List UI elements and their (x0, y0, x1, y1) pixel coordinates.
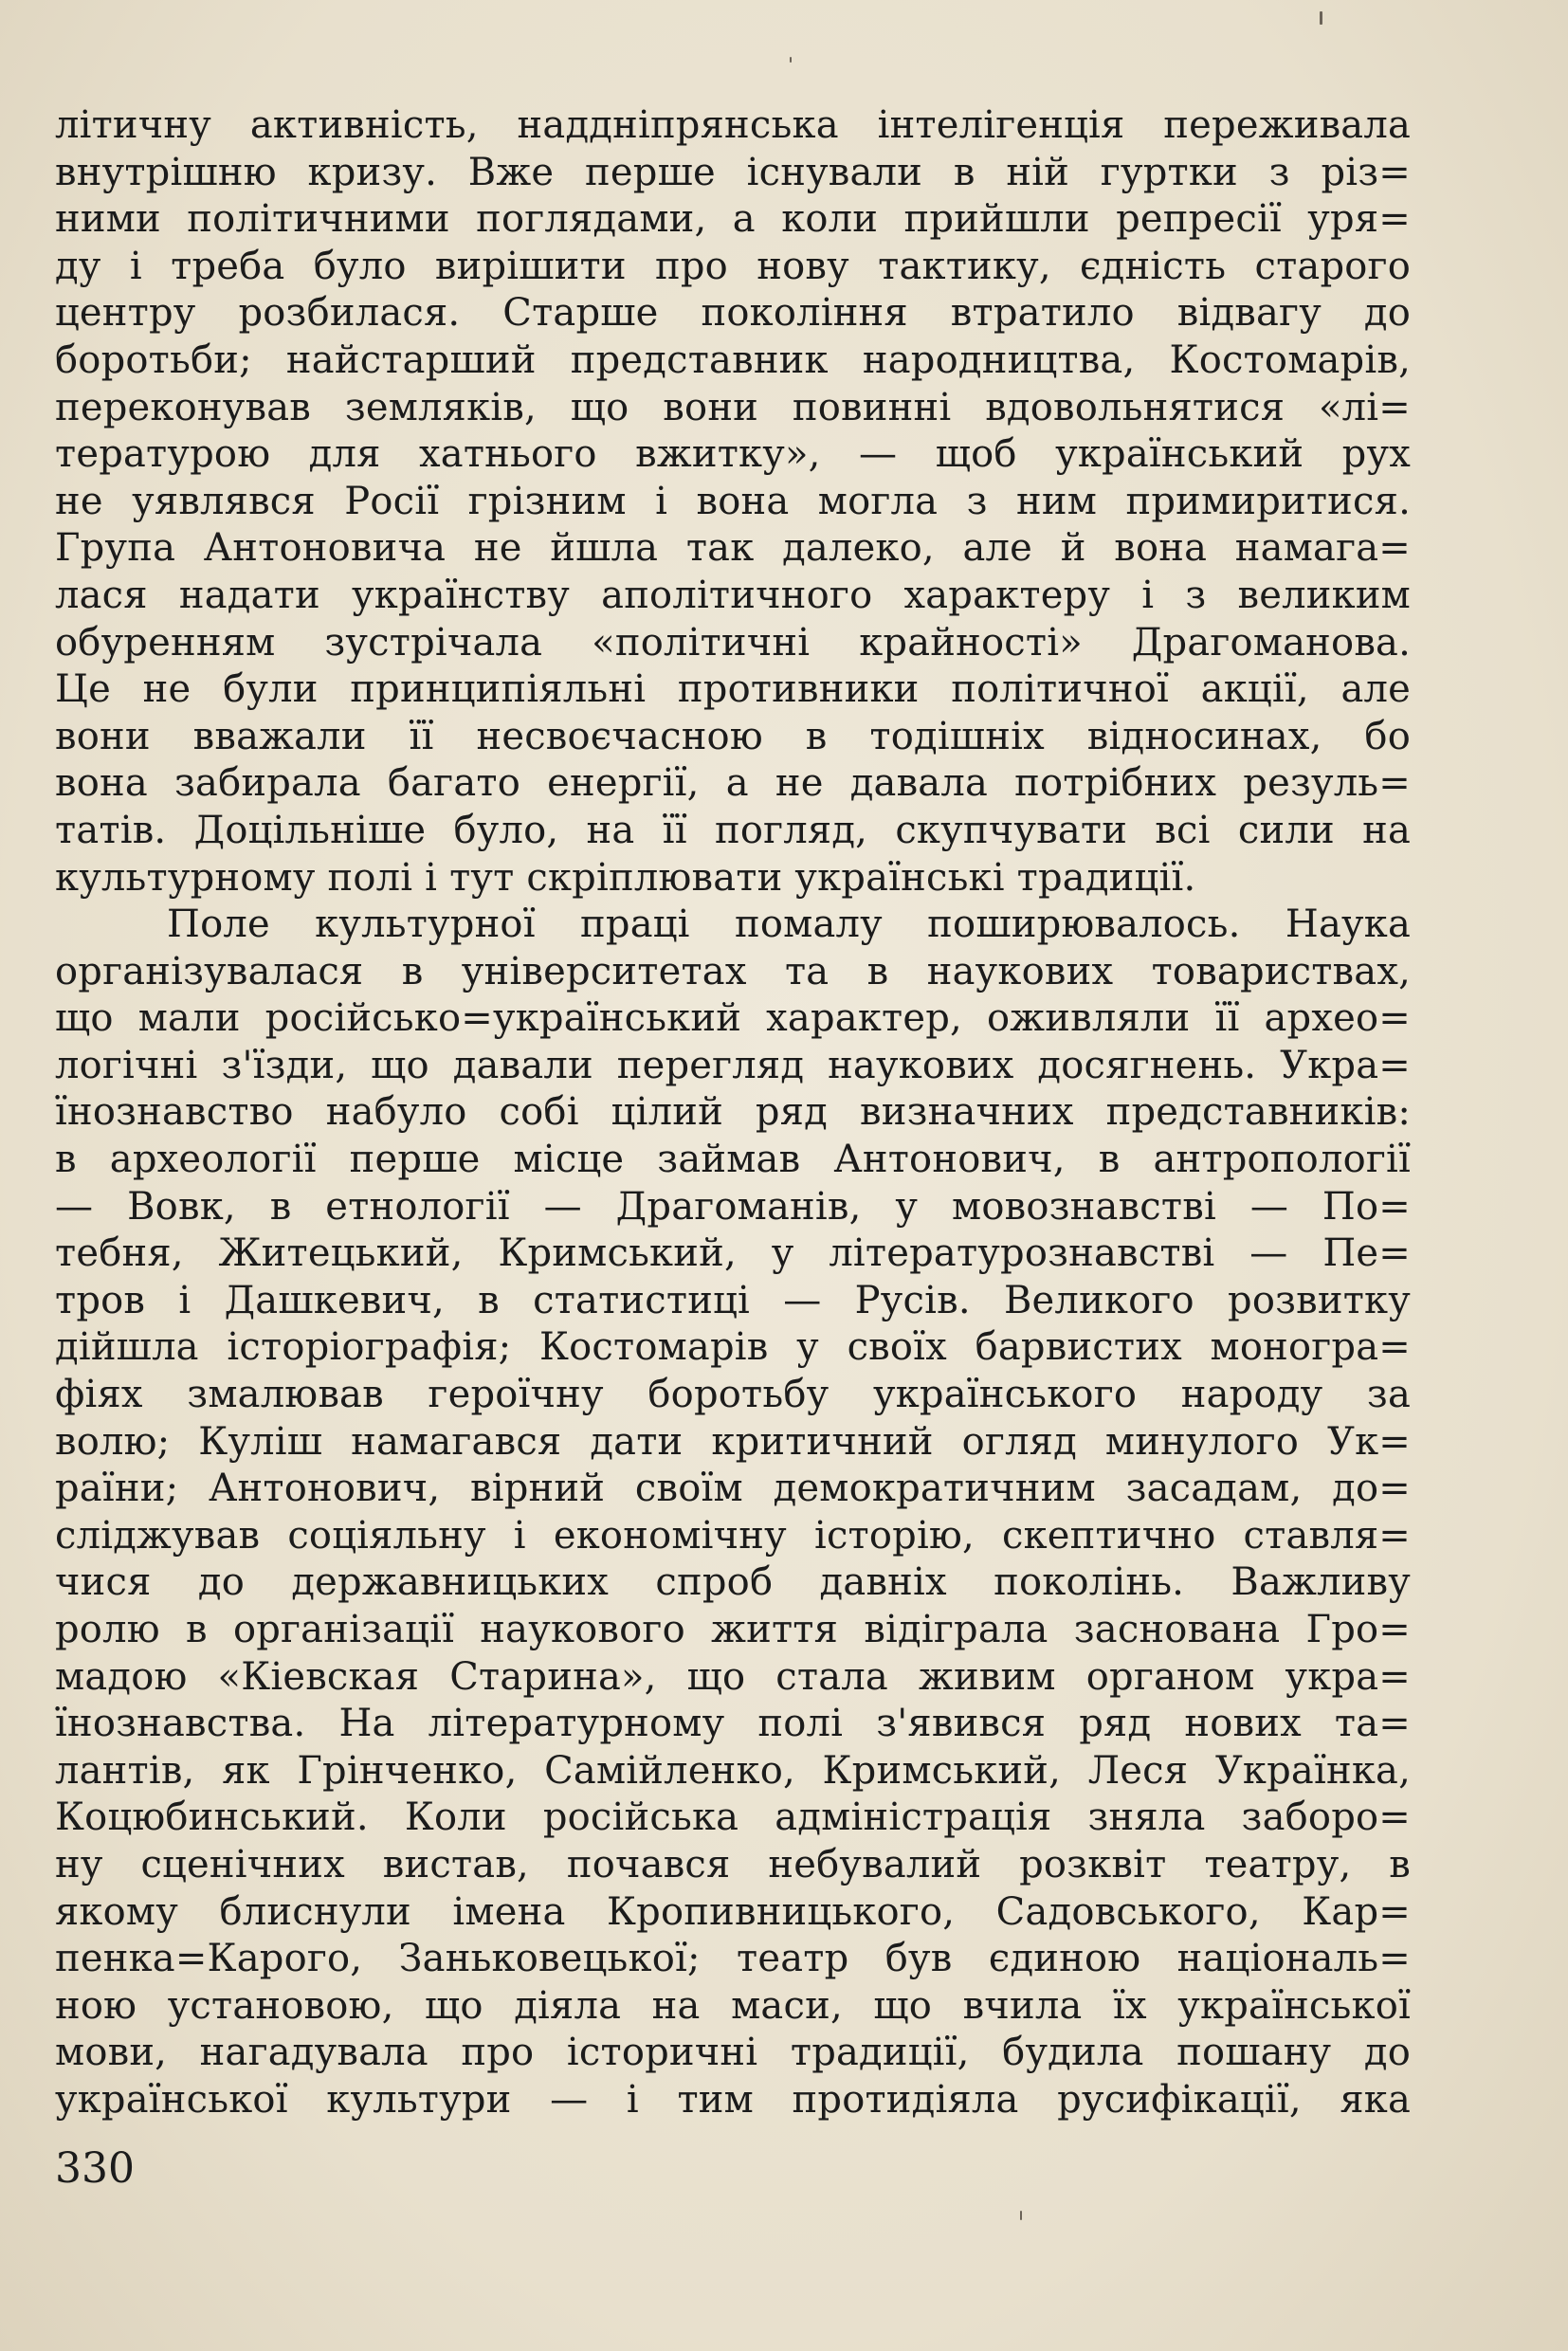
text-line: татів. Доцільніше було, на її погляд, скупчувати всі сили на (55, 808, 1411, 852)
text-line: сліджував соціяльну і економічну історію, скептично ставля= (55, 1513, 1411, 1558)
text-line: Коцюбинський. Коли російська адміністрація зняла заборо= (55, 1795, 1411, 1840)
text-line: Поле культурної праці помалу поширювалось. Наука (167, 902, 1411, 947)
text-line: ду і треба було вирішити про нову тактику, єдність старого (55, 244, 1411, 288)
text-line: ну сценічних вистав, почався небувалий розквіт театру, в (55, 1842, 1411, 1886)
text-line: обуренням зустрічала «політичні крайності» Драгоманова. (55, 620, 1411, 665)
text-line: волю; Куліш намагався дати критичний огляд минулого Ук= (55, 1419, 1411, 1464)
text-line: переконував земляків, що вони повинні вдовольнятися «лі= (55, 385, 1411, 429)
text-line: чися до державницьких спроб давніх поколінь. Важливу (55, 1560, 1411, 1605)
body-text (55, 102, 1411, 2124)
text-line: дійшла історіографія; Костомарів у своїх барвистих моногра= (55, 1325, 1411, 1370)
text-line: організувалася в університетах та в наукових товариствах, (55, 949, 1411, 993)
text-line: тебня, Житецький, Кримський, у літературознавстві — Пе= (55, 1231, 1411, 1276)
text-line: логічні з'їзди, що давали перегляд наукових досягнень. Укра= (55, 1043, 1411, 1087)
paper-speck (1020, 2211, 1022, 2220)
text-line: — Вовк, в етнології — Драгоманів, у мовознавстві — По= (55, 1184, 1411, 1229)
text-line: боротьби; найстарший представник народництва, Костомарів, (55, 337, 1411, 382)
text-line: лантів, як Грінченко, Самійленко, Кримський, Леся Українка, (55, 1748, 1411, 1793)
text-line: ролю в організації наукового життя відіграла заснована Гро= (55, 1608, 1411, 1651)
text-line: тературою для хатнього вжитку», — щоб український рух (55, 432, 1411, 477)
text-line: тров і Дашкевич, в статистиці — Русів. Великого розвитку (55, 1278, 1411, 1322)
text-line: внутрішню кризу. Вже перше існували в ній гуртки з різ= (55, 150, 1411, 194)
text-line: фіях змалював героїчну боротьбу українського народу за (55, 1373, 1411, 1417)
text-line: раїни; Антонович, вірний своїм демократичним засадам, до= (55, 1467, 1411, 1511)
page-number: 330 (55, 2144, 135, 2193)
text-line: пенка=Карого, Заньковецької; театр був єдиною національ= (55, 1937, 1411, 1981)
text-line: української культури — і тим протидіяла русифікації, яка (55, 2077, 1411, 2122)
text-line: ною установою, що діяла на маси, що вчила їх української (55, 1983, 1411, 2028)
text-line: мадою «Кіевская Старина», що стала живим органом укра= (55, 1654, 1411, 1699)
paper-speck (790, 57, 792, 63)
text-line: що мали російсько=український характер, оживляли її архео= (55, 996, 1411, 1041)
text-line: не уявлявся Росії грізним і вона могла з ним примиритися. (55, 479, 1411, 523)
text-line: мови, нагадувала про історичні традиції, будила пошану до (55, 2031, 1411, 2075)
text-line: центру розбилася. Старше покоління втратило відвагу до (55, 291, 1411, 336)
paper-speck (1320, 11, 1322, 25)
text-line: в археології перше місце займав Антонович, в антропології (55, 1138, 1411, 1182)
text-line: їнознавства. На літературному полі з'явився ряд нових та= (55, 1702, 1411, 1746)
text-line: Група Антоновича не йшла так далеко, але й вона намага= (55, 526, 1411, 571)
text-line: літичну активність, наддніпрянська інтелігенція переживала (55, 103, 1411, 147)
text-line: культурному полі і тут скріплювати українські традиції. (55, 855, 1196, 900)
text-line: лася надати українству аполітичного характеру і з великим (55, 573, 1411, 617)
text-line: їнознавство набуло собі цілий ряд визначних представників: (55, 1090, 1411, 1135)
text-line: вона забирала багато енергії, а не давала потрібних резуль= (55, 761, 1411, 806)
text-line: якому блиснули імена Кропивницького, Садовського, Кар= (55, 1889, 1411, 1934)
text-line: Це не були принципіяльні противники політичної акції, але (55, 667, 1411, 712)
text-line: вони вважали її несвоєчасною в тодішніх відносинах, бо (55, 714, 1411, 758)
text-line: ними політичними поглядами, а коли прийшли репресії уря= (55, 197, 1411, 242)
